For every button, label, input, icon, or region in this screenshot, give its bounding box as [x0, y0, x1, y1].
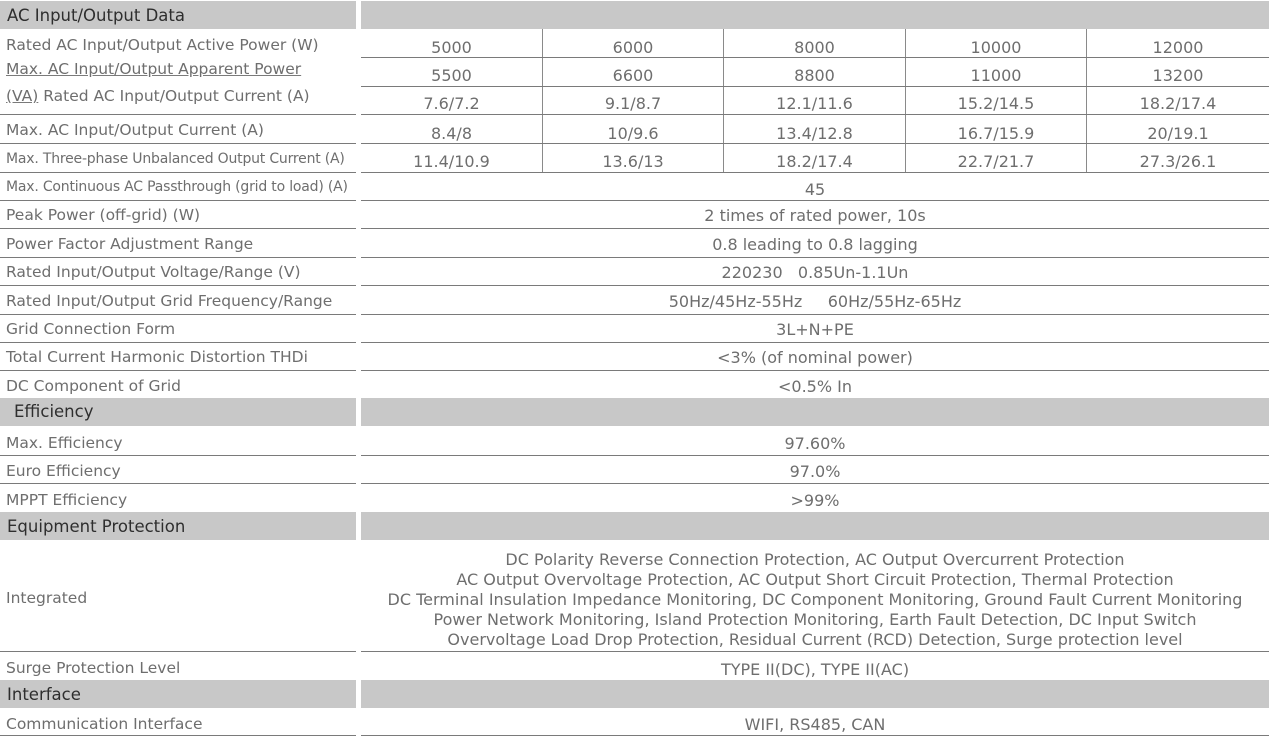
row-divider	[361, 143, 1269, 144]
row-divider	[0, 314, 356, 315]
value-cell: 13200	[1152, 66, 1204, 85]
value-cell: 7.6/7.2	[423, 94, 480, 113]
value-cell: TYPE II(DC), TYPE II(AC)	[720, 660, 910, 679]
value-cell: >99%	[790, 491, 840, 510]
value-cell: 8800	[794, 66, 835, 85]
row-label-text: Rated AC Input/Output Current (A)	[38, 87, 310, 105]
row-label: Max. Continuous AC Passthrough (grid to load) (A)	[6, 179, 348, 195]
row-label: Euro Efficiency	[6, 462, 121, 480]
section-title-efficiency: Efficiency	[14, 402, 94, 421]
row-label: Max. AC Input/Output Apparent Power	[6, 60, 302, 78]
row-divider	[0, 143, 356, 144]
row-divider	[0, 200, 356, 201]
row-label: Max. Efficiency	[6, 434, 123, 452]
value-cell: 3L+N+PE	[776, 320, 854, 339]
row-label: Rated AC Input/Output Active Power (W)	[6, 36, 319, 54]
row-divider	[361, 651, 1269, 652]
row-label: Grid Connection Form	[6, 320, 176, 338]
protection-line: DC Polarity Reverse Connection Protection, AC Output Overcurrent Protection	[505, 550, 1125, 569]
row-label: Rated Input/Output Voltage/Range (V)	[6, 263, 301, 281]
value-cell: <0.5% In	[778, 377, 852, 396]
section-header-ac-bar	[361, 1, 1269, 29]
value-cell: <3% (of nominal power)	[717, 348, 913, 367]
value-cell: 12.1/11.6	[776, 94, 853, 113]
value-cell: 5000	[431, 38, 472, 57]
value-cell: 0.8 leading to 0.8 lagging	[712, 235, 918, 254]
row-label: Max. Three-phase Unbalanced Output Current (A)	[6, 151, 345, 167]
row-divider	[361, 285, 1269, 286]
value-cell: 12000	[1152, 38, 1204, 57]
value-cell: 18.2/17.4	[1139, 94, 1217, 113]
section-header-interface-bar	[361, 680, 1269, 708]
value-cell: 5500	[431, 66, 472, 85]
row-label: Rated Input/Output Grid Frequency/Range	[6, 292, 333, 310]
value-cell: 6000	[612, 38, 654, 57]
row-divider	[361, 228, 1269, 229]
value-cell: 10000	[970, 38, 1022, 57]
row-label: MPPT Efficiency	[6, 491, 128, 509]
row-divider	[0, 735, 356, 736]
row-divider	[0, 172, 356, 173]
row-label-prefix: (VA)	[6, 87, 39, 105]
row-label: Total Current Harmonic Distortion THDi	[6, 348, 308, 366]
row-divider	[0, 651, 356, 652]
section-title-protection: Equipment Protection	[7, 517, 186, 536]
value-cell: 20/19.1	[1147, 124, 1209, 143]
row-label: DC Component of Grid	[6, 377, 181, 395]
row-divider	[0, 483, 356, 484]
value-cell: 13.4/12.8	[776, 124, 853, 143]
protection-line: Overvoltage Load Drop Protection, Residual Current (RCD) Detection, Surge protection level	[447, 630, 1183, 649]
row-divider	[361, 86, 1269, 87]
value-cell: 11000	[970, 66, 1022, 85]
value-cell: 8.4/8	[430, 124, 472, 143]
row-label: Surge Protection Level	[6, 659, 181, 677]
value-cell: 8000	[794, 38, 835, 57]
integrated-protection-list	[361, 550, 1269, 650]
row-divider	[361, 735, 1269, 736]
row-label: Max. AC Input/Output Current (A)	[6, 121, 264, 139]
row-divider	[0, 342, 356, 343]
value-cell: 27.3/26.1	[1139, 152, 1217, 171]
value-cell: 6600	[612, 66, 654, 85]
value-cell: 2 times of rated power, 10s	[704, 206, 926, 225]
value-cell: 50Hz/45Hz-55Hz 60Hz/55Hz-65Hz	[668, 292, 962, 311]
section-title-ac: AC Input/Output Data	[7, 6, 186, 25]
section-header-ac	[0, 1, 356, 29]
value-cell: 45	[804, 180, 826, 199]
section-header-protection	[0, 512, 356, 540]
row-divider	[361, 342, 1269, 343]
row-divider	[0, 228, 356, 229]
protection-line: Power Network Monitoring, Island Protection Monitoring, Earth Fault Detection, DC Input Switch	[433, 610, 1197, 629]
row-divider	[361, 483, 1269, 484]
value-cell: 15.2/14.5	[957, 94, 1035, 113]
value-cell: 22.7/21.7	[957, 152, 1035, 171]
row-divider	[361, 370, 1269, 371]
row-divider	[0, 455, 356, 456]
value-cell: 97.0%	[789, 462, 841, 481]
protection-line: DC Terminal Insulation Impedance Monitoring, DC Component Monitoring, Ground Fault Current Monitoring	[387, 590, 1243, 609]
value-cell: WIFI, RS485, CAN	[744, 715, 886, 734]
row-label: Peak Power (off-grid) (W)	[6, 206, 201, 224]
row-divider	[361, 57, 1269, 58]
value-cell: 97.60%	[784, 434, 846, 453]
row-divider	[0, 114, 356, 115]
section-header-interface	[0, 680, 356, 708]
section-title-interface: Interface	[7, 685, 81, 704]
row-divider	[361, 200, 1269, 201]
value-cell: 9.1/8.7	[604, 94, 662, 113]
protection-line: AC Output Overvoltage Protection, AC Output Short Circuit Protection, Thermal Protection	[456, 570, 1174, 589]
row-divider	[0, 285, 356, 286]
section-header-efficiency-bar	[361, 398, 1269, 426]
value-cell: 18.2/17.4	[776, 152, 853, 171]
section-header-protection-bar	[361, 512, 1269, 540]
row-divider	[0, 257, 356, 258]
value-cell: 13.6/13	[602, 152, 664, 171]
row-label	[0, 87, 356, 105]
value-cell: 11.4/10.9	[413, 152, 490, 171]
row-divider	[0, 370, 356, 371]
row-label: Communication Interface	[6, 715, 203, 733]
row-label: Integrated	[6, 589, 88, 607]
row-divider	[361, 314, 1269, 315]
value-cell: 16.7/15.9	[957, 124, 1035, 143]
row-label: Power Factor Adjustment Range	[6, 235, 254, 253]
value-cell: 10/9.6	[607, 124, 659, 143]
row-divider	[361, 455, 1269, 456]
section-header-efficiency	[0, 398, 356, 426]
row-divider	[361, 172, 1269, 173]
value-cell: 220230 0.85Un-1.1Un	[721, 263, 909, 282]
row-divider	[361, 257, 1269, 258]
row-divider	[361, 114, 1269, 115]
